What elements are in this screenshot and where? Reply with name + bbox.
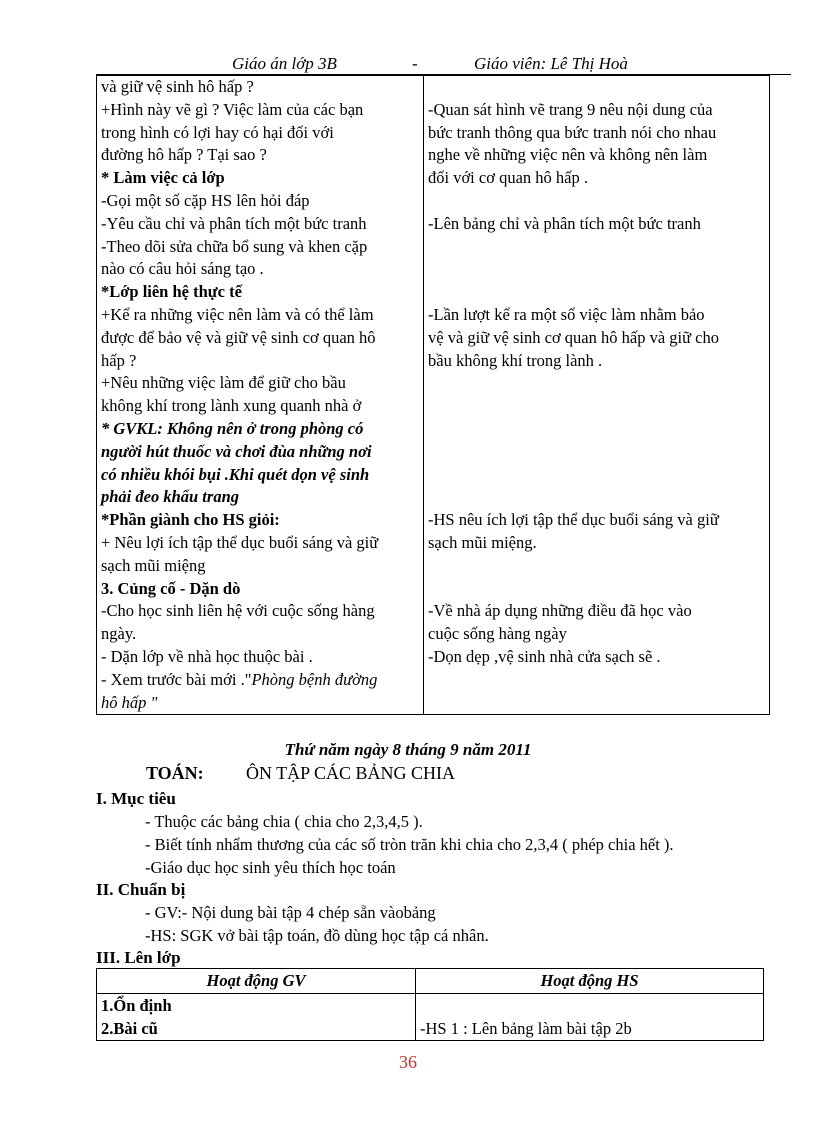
lesson-date: Thứ năm ngày 8 tháng 9 năm 2011 <box>284 740 532 759</box>
text-line: -Lên bảng chỉ và phân tích một bức tranh <box>428 213 701 233</box>
text-line: nào có câu hỏi sáng tạo . <box>101 259 264 279</box>
conclusion-line: có nhiều khói bụi .Khi quét dọn vệ sinh <box>101 464 370 484</box>
page-number: 36 <box>399 1052 417 1072</box>
text-line: sạch mũi miệng. <box>428 532 537 552</box>
text-line: -HS nêu ích lợi tập thể dục buổi sáng và giữ <box>428 510 719 530</box>
header-teacher-activity: Hoạt động GV <box>97 969 416 994</box>
text-line: bầu không khí trong lành . <box>428 350 603 370</box>
text-line: đối với cơ quan hô hấp . <box>428 168 588 188</box>
text-line: -Gọi một số cặp HS lên hỏi đáp <box>101 190 310 210</box>
text-line: -Yêu cầu chỉ và phân tích một bức tranh <box>101 213 367 233</box>
conclusion-line: người hút thuốc và chơi đùa những nơi <box>101 441 372 461</box>
section-objectives-title: I. Mục tiêu <box>96 789 176 808</box>
teacher-column <box>97 76 424 715</box>
subheading: *Lớp liên hệ thực tế <box>101 282 242 302</box>
text-line: vệ và giữ vệ sinh cơ quan hô hấp và giữ cho <box>428 327 719 347</box>
section-prep-title: II. Chuẩn bị <box>96 880 186 899</box>
lesson-title: hô hấp " <box>101 692 158 712</box>
text-fragment: - Xem trước bài mới ." <box>101 669 252 689</box>
text-line: +Kể ra những việc nên làm và có thể làm <box>101 304 374 324</box>
text-line: cuộc sống hàng ngày <box>428 624 567 644</box>
text-line: ngày. <box>101 624 137 644</box>
activity-table-continued <box>96 75 770 715</box>
text-line: nghe về những việc nên và không nên làm <box>428 145 708 165</box>
subject-heading <box>146 763 456 784</box>
student-column <box>424 76 770 715</box>
text-line: hấp ? <box>101 350 137 370</box>
subject-label: TOÁN: <box>146 763 204 783</box>
prep-item: - GV:- Nội dung bài tập 4 chép sẵn vàobảng <box>145 903 436 922</box>
student-column <box>416 994 764 1041</box>
text-line: -Lần lượt kể ra một số việc làm nhằm bảo <box>428 304 705 324</box>
objective-item: -Giáo dục học sinh yêu thích học toán <box>145 858 396 877</box>
step-label: 2.Bài cũ <box>101 1019 158 1038</box>
text-line: bức tranh thông qua bức tranh nói cho nhau <box>428 122 717 142</box>
conclusion-line: * GVKL: Không nên ở trong phòng có <box>101 418 364 438</box>
objective-item: - Biết tính nhẩm thương của các số tròn trăn khi chia cho 2,3,4 ( phép chia hết ). <box>145 835 674 854</box>
text-line: -Theo dõi sửa chữa bổ sung và khen cặp <box>101 236 368 256</box>
text-line: -Dọn dẹp ,vệ sinh nhà cửa sạch sẽ . <box>428 646 661 666</box>
text-line: -Quan sát hình vẽ trang 9 nêu nội dung của <box>428 99 713 119</box>
objective-item: - Thuộc các bảng chia ( chia cho 2,3,4,5 ). <box>145 812 423 831</box>
text-line: và giữ vệ sinh hô hấp ? <box>101 77 254 96</box>
text-line: sạch mũi miệng <box>101 555 206 575</box>
header-dash: - <box>412 54 418 73</box>
text-line: được để bảo vệ và giữ vệ sinh cơ quan hô <box>101 327 376 347</box>
header-class: Giáo án lớp 3B <box>232 54 337 73</box>
header-student-activity: Hoạt động HS <box>416 969 764 994</box>
subheading: 3. Củng cố - Dặn dò <box>101 578 241 598</box>
text-line: -HS 1 : Lên bảng làm bài tập 2b <box>420 1019 632 1038</box>
prep-item: -HS: SGK vở bài tập toán, đồ dùng học tập cá nhân. <box>145 926 489 945</box>
subheading: *Phần giành cho HS giỏi: <box>101 510 280 530</box>
text-line: + Nêu lợi ích tập thể dục buổi sáng và giữ <box>101 532 379 552</box>
conclusion-line: phải đeo khẩu trang <box>101 487 239 507</box>
text-line <box>101 669 419 692</box>
header-teacher: Giáo viên: Lê Thị Hoà <box>474 54 628 73</box>
section-class-title: III. Lên lớp <box>96 948 181 967</box>
text-line: không khí trong lành xung quanh nhà ở <box>101 396 362 416</box>
text-line: +Nêu những việc làm để giữ cho bầu <box>101 373 346 393</box>
text-line: -Cho học sinh liên hệ với cuộc sống hàng <box>101 601 375 621</box>
lesson-title: Phòng bệnh đường <box>251 669 378 689</box>
teacher-column <box>97 994 416 1041</box>
activity-table <box>96 968 764 1041</box>
step-label: 1.Ổn định <box>101 996 172 1015</box>
lesson-title: ÔN TẬP CÁC BẢNG CHIA <box>246 763 456 783</box>
text-line: trong hình có lợi hay có hại đối với <box>101 122 334 142</box>
text-line: - Dặn lớp về nhà học thuộc bài . <box>101 646 313 666</box>
text-line: +Hình này vẽ gì ? Việc làm của các bạn <box>101 99 364 119</box>
subheading: * Làm việc cả lớp <box>101 168 225 188</box>
text-line: -Về nhà áp dụng những điều đã học vào <box>428 601 692 621</box>
text-line: đường hô hấp ? Tại sao ? <box>101 145 267 165</box>
page-header <box>96 54 756 74</box>
